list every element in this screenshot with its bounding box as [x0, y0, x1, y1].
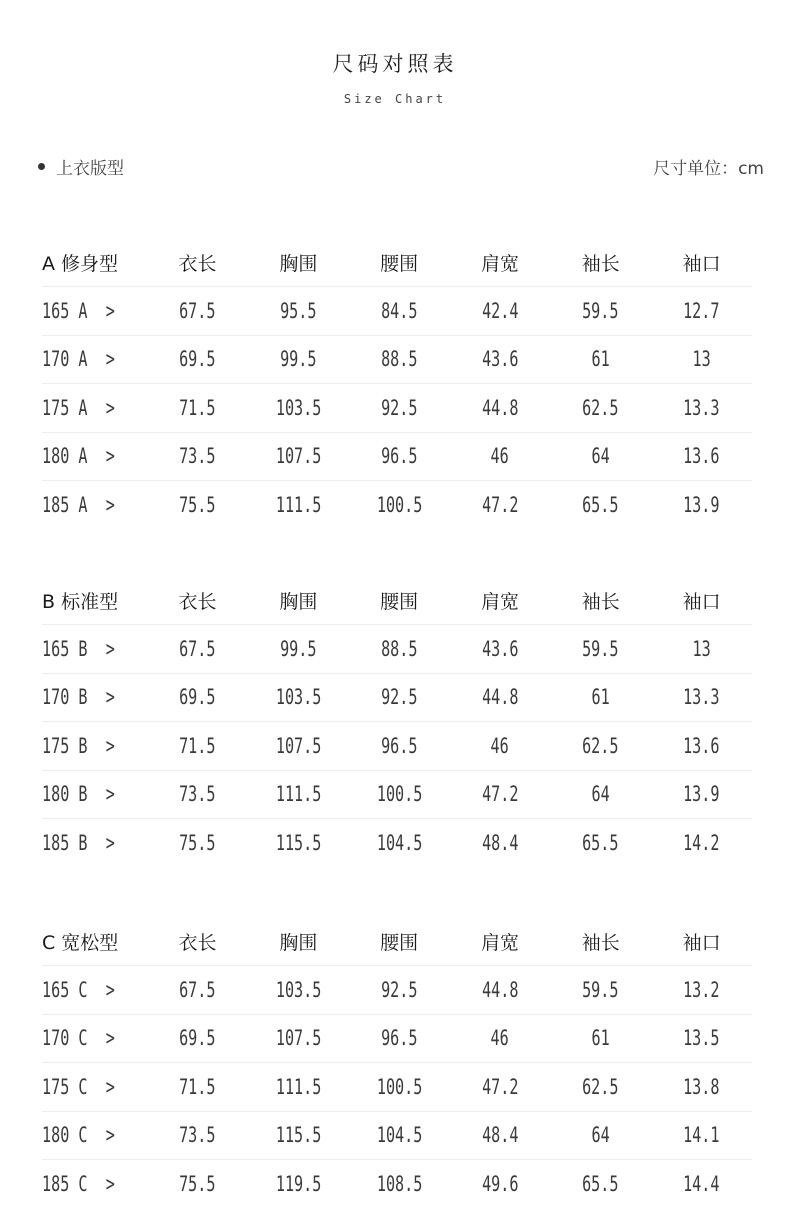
column-header: 腰围 — [380, 590, 419, 613]
value-cell: 92.5 — [380, 685, 418, 710]
value-cell: 13.3 — [683, 685, 720, 710]
value-cell: 111.5 — [275, 782, 322, 807]
table-row — [42, 432, 752, 481]
value-cell: 88.5 — [380, 347, 418, 372]
column-header: 袖口 — [682, 590, 721, 613]
value-cell: 92.5 — [380, 977, 418, 1002]
value-cell: 13 — [692, 636, 711, 661]
column-header: 胸围 — [279, 252, 318, 275]
value-cell: 44.8 — [481, 685, 519, 710]
value-cell: 96.5 — [380, 1026, 418, 1051]
size-cell: 175 C > — [42, 1074, 115, 1099]
column-header: 腰围 — [380, 252, 419, 275]
page-title: 尺码对照表 — [332, 52, 458, 76]
value-cell: 75.5 — [179, 492, 216, 517]
size-cell: 165 A > — [42, 298, 115, 323]
value-cell: 103.5 — [275, 685, 322, 710]
value-cell: 59.5 — [582, 298, 619, 323]
column-header: 袖口 — [682, 931, 721, 954]
value-cell: 65.5 — [582, 492, 619, 517]
page-subtitle: Size Chart — [343, 92, 447, 106]
value-cell: 115.5 — [275, 1123, 322, 1148]
value-cell: 67.5 — [179, 977, 216, 1002]
table-row — [42, 1014, 752, 1063]
value-cell: 115.5 — [275, 830, 322, 855]
size-cell: 180 B > — [42, 782, 115, 807]
value-cell: 67.5 — [179, 298, 216, 323]
value-cell: 111.5 — [275, 492, 322, 517]
value-cell: 13.9 — [683, 782, 720, 807]
size-cell: 170 A > — [42, 347, 115, 372]
value-cell: 107.5 — [275, 444, 322, 469]
size-cell: 185 A > — [42, 492, 115, 517]
value-cell: 13.6 — [683, 444, 720, 469]
value-cell: 48.4 — [481, 830, 519, 855]
value-cell: 44.8 — [481, 395, 519, 420]
value-cell: 49.6 — [481, 1171, 519, 1196]
value-cell: 62.5 — [582, 733, 619, 758]
size-table-b — [42, 576, 752, 867]
value-cell: 65.5 — [582, 1171, 619, 1196]
value-cell: 47.2 — [481, 492, 519, 517]
garment-type-text: 上衣版型 — [56, 159, 124, 179]
value-cell: 96.5 — [380, 733, 418, 758]
column-header: 肩宽 — [480, 252, 519, 275]
table-row — [42, 624, 752, 673]
value-cell: 96.5 — [380, 444, 418, 469]
size-cell: 170 B > — [42, 685, 115, 710]
value-cell: 104.5 — [376, 1123, 422, 1148]
value-cell: 13.5 — [683, 1026, 720, 1051]
value-cell: 69.5 — [179, 685, 216, 710]
value-cell: 73.5 — [179, 782, 216, 807]
value-cell: 99.5 — [280, 636, 317, 661]
value-cell: 13.6 — [683, 733, 720, 758]
value-cell: 47.2 — [481, 1074, 519, 1099]
table-row — [42, 335, 752, 384]
value-cell: 64 — [591, 1123, 610, 1148]
size-table-a — [42, 238, 752, 529]
size-cell: 180 A > — [42, 444, 115, 469]
table-header — [42, 917, 752, 965]
value-cell: 103.5 — [275, 395, 322, 420]
value-cell: 73.5 — [179, 1123, 216, 1148]
value-cell: 111.5 — [275, 1074, 322, 1099]
table-row — [42, 480, 752, 529]
size-cell: 170 C > — [42, 1026, 115, 1051]
value-cell: 13 — [692, 347, 711, 372]
value-cell: 71.5 — [179, 1074, 216, 1099]
column-header: 袖长 — [581, 590, 620, 613]
value-cell: 48.4 — [481, 1123, 519, 1148]
value-cell: 14.1 — [683, 1123, 720, 1148]
table-name: B 标准型 — [42, 590, 119, 613]
value-cell: 84.5 — [380, 298, 418, 323]
garment-type-label — [38, 154, 124, 179]
value-cell: 61 — [591, 685, 610, 710]
value-cell: 104.5 — [376, 830, 422, 855]
value-cell: 103.5 — [275, 977, 322, 1002]
value-cell: 73.5 — [179, 444, 216, 469]
value-cell: 14.4 — [683, 1171, 720, 1196]
value-cell: 107.5 — [275, 733, 322, 758]
size-cell: 185 B > — [42, 830, 115, 855]
table-row — [42, 673, 752, 722]
value-cell: 62.5 — [582, 395, 619, 420]
value-cell: 46 — [490, 1026, 510, 1051]
table-row — [42, 1111, 752, 1160]
size-table-c — [42, 917, 752, 1208]
value-cell: 13.9 — [683, 492, 720, 517]
size-cell: 175 A > — [42, 395, 115, 420]
column-header: 衣长 — [178, 590, 217, 613]
value-cell: 75.5 — [179, 830, 216, 855]
value-cell: 100.5 — [376, 492, 422, 517]
value-cell: 62.5 — [582, 1074, 619, 1099]
value-cell: 46 — [490, 444, 510, 469]
value-cell: 43.6 — [481, 636, 519, 661]
size-cell: 185 C > — [42, 1171, 115, 1196]
value-cell: 75.5 — [179, 1171, 216, 1196]
column-header: 腰围 — [380, 931, 419, 954]
value-cell: 13.8 — [683, 1074, 720, 1099]
value-cell: 65.5 — [582, 830, 619, 855]
value-cell: 67.5 — [179, 636, 216, 661]
value-cell: 71.5 — [179, 733, 216, 758]
value-cell: 69.5 — [179, 1026, 216, 1051]
table-row — [42, 286, 752, 335]
value-cell: 108.5 — [376, 1171, 422, 1196]
value-cell: 44.8 — [481, 977, 519, 1002]
table-row — [42, 965, 752, 1014]
table-row — [42, 721, 752, 770]
value-cell: 92.5 — [380, 395, 418, 420]
value-cell: 100.5 — [376, 1074, 422, 1099]
column-header: 袖长 — [581, 252, 620, 275]
value-cell: 64 — [591, 782, 610, 807]
value-cell: 69.5 — [179, 347, 216, 372]
table-row — [42, 1159, 752, 1208]
table-row — [42, 383, 752, 432]
value-cell: 64 — [591, 444, 610, 469]
table-row — [42, 1062, 752, 1111]
column-header: 胸围 — [279, 931, 318, 954]
value-cell: 12.7 — [683, 298, 720, 323]
value-cell: 47.2 — [481, 782, 519, 807]
value-cell: 100.5 — [376, 782, 422, 807]
size-cell: 175 B > — [42, 733, 115, 758]
value-cell: 61 — [591, 347, 610, 372]
value-cell: 13.2 — [683, 977, 720, 1002]
value-cell: 61 — [591, 1026, 610, 1051]
value-cell: 14.2 — [683, 830, 720, 855]
value-cell: 59.5 — [582, 636, 619, 661]
table-header — [42, 238, 752, 286]
value-cell: 99.5 — [280, 347, 317, 372]
size-cell: 165 B > — [42, 636, 115, 661]
size-cell: 180 C > — [42, 1123, 115, 1148]
table-header — [42, 576, 752, 624]
value-cell: 46 — [490, 733, 510, 758]
column-header: 衣长 — [178, 252, 217, 275]
table-name: A 修身型 — [42, 252, 119, 275]
value-cell: 119.5 — [275, 1171, 322, 1196]
column-header: 衣长 — [178, 931, 217, 954]
value-cell: 71.5 — [179, 395, 216, 420]
table-name: C 宽松型 — [42, 931, 119, 954]
column-header: 袖口 — [682, 252, 721, 275]
column-header: 胸围 — [279, 590, 318, 613]
table-row — [42, 818, 752, 867]
column-header: 肩宽 — [480, 590, 519, 613]
unit-label: 尺寸单位：cm — [653, 159, 764, 179]
column-header: 肩宽 — [480, 931, 519, 954]
column-header: 袖长 — [581, 931, 620, 954]
value-cell: 88.5 — [380, 636, 418, 661]
table-row — [42, 770, 752, 819]
value-cell: 59.5 — [582, 977, 619, 1002]
value-cell: 95.5 — [280, 298, 317, 323]
value-cell: 43.6 — [481, 347, 519, 372]
value-cell: 13.3 — [683, 395, 720, 420]
size-cell: 165 C > — [42, 977, 115, 1002]
value-cell: 107.5 — [275, 1026, 322, 1051]
value-cell: 42.4 — [481, 298, 519, 323]
bullet-icon — [38, 163, 45, 170]
